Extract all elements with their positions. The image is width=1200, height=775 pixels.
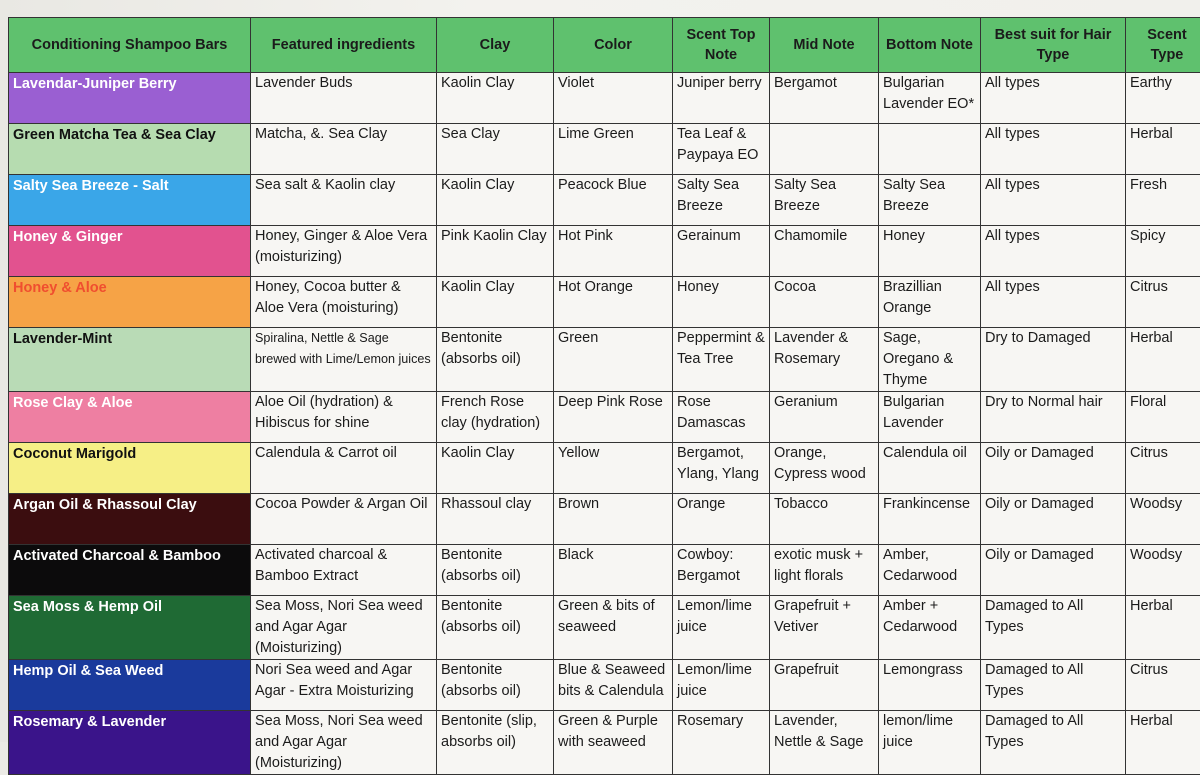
top-note-cell: Orange [673, 494, 770, 545]
scent-type-cell: Citrus [1126, 660, 1200, 711]
header-cell: Best suit for Hair Type [981, 18, 1126, 73]
header-cell: Featured ingredients [251, 18, 437, 73]
table-row [9, 277, 1200, 328]
clay-cell: Sea Clay [437, 124, 554, 175]
bottom-note-cell [879, 124, 981, 175]
hair-type-cell: All types [981, 175, 1126, 226]
hair-type-cell: Damaged to All Types [981, 660, 1126, 711]
scent-type-cell: Woodsy [1126, 545, 1200, 596]
color-cell: Deep Pink Rose [554, 392, 673, 443]
clay-cell: Bentonite (absorbs oil) [437, 596, 554, 660]
mid-note-cell: exotic musk + light florals [770, 545, 879, 596]
scent-type-cell: Citrus [1126, 443, 1200, 494]
table-row [9, 175, 1200, 226]
hair-type-cell: Oily or Damaged [981, 545, 1126, 596]
mid-note-cell: Cocoa [770, 277, 879, 328]
bottom-note-cell: Bulgarian Lavender [879, 392, 981, 443]
table-row [9, 124, 1200, 175]
mid-note-cell: Lavender, Nettle & Sage [770, 711, 879, 775]
header-row [9, 18, 1200, 73]
top-note-cell: Honey [673, 277, 770, 328]
scent-type-cell: Herbal [1126, 124, 1200, 175]
ingredients-cell: Cocoa Powder & Argan Oil [251, 494, 437, 545]
top-note-cell: Cowboy: Bergamot [673, 545, 770, 596]
table-row [9, 392, 1200, 443]
mid-note-cell: Tobacco [770, 494, 879, 545]
hair-type-cell: Damaged to All Types [981, 596, 1126, 660]
top-note-cell: Rose Damascas [673, 392, 770, 443]
scent-type-cell: Floral [1126, 392, 1200, 443]
clay-cell: Kaolin Clay [437, 73, 554, 124]
color-cell: Green [554, 328, 673, 392]
hair-type-cell: Dry to Normal hair [981, 392, 1126, 443]
table-row [9, 226, 1200, 277]
top-note-cell: Lemon/lime juice [673, 660, 770, 711]
top-note-cell: Salty Sea Breeze [673, 175, 770, 226]
mid-note-cell: Orange, Cypress wood [770, 443, 879, 494]
ingredients-cell: Aloe Oil (hydration) & Hibiscus for shine [251, 392, 437, 443]
ingredients-cell: Lavender Buds [251, 73, 437, 124]
ingredients-cell: Activated charcoal & Bamboo Extract [251, 545, 437, 596]
scent-type-cell: Herbal [1126, 596, 1200, 660]
mid-note-cell: Grapefruit + Vetiver [770, 596, 879, 660]
clay-cell: Rhassoul clay [437, 494, 554, 545]
bottom-note-cell: Frankincense [879, 494, 981, 545]
bar-name-cell: Lavendar-Juniper Berry [9, 73, 251, 124]
color-cell: Green & Purple with seaweed [554, 711, 673, 775]
color-cell: Hot Pink [554, 226, 673, 277]
clay-cell: Bentonite (absorbs oil) [437, 328, 554, 392]
clay-cell: Kaolin Clay [437, 175, 554, 226]
clay-cell: French Rose clay (hydration) [437, 392, 554, 443]
bar-name-cell: Lavender-Mint [9, 328, 251, 392]
table-row [9, 73, 1200, 124]
table-body [9, 73, 1200, 775]
bottom-note-cell: Bulgarian Lavender EO* [879, 73, 981, 124]
bottom-note-cell: Amber, Cedarwood [879, 545, 981, 596]
bar-name-cell: Coconut Marigold [9, 443, 251, 494]
table-row [9, 545, 1200, 596]
ingredients-cell: Calendula & Carrot oil [251, 443, 437, 494]
table-row [9, 328, 1200, 392]
mid-note-cell: Chamomile [770, 226, 879, 277]
hair-type-cell: All types [981, 226, 1126, 277]
bottom-note-cell: Sage, Oregano & Thyme [879, 328, 981, 392]
clay-cell: Kaolin Clay [437, 443, 554, 494]
ingredients-cell: Spiralina, Nettle & Sage brewed with Lime/Lemon juices [251, 328, 437, 392]
bottom-note-cell: Honey [879, 226, 981, 277]
bar-name-cell: Salty Sea Breeze - Salt [9, 175, 251, 226]
bottom-note-cell: Salty Sea Breeze [879, 175, 981, 226]
clay-cell: Bentonite (absorbs oil) [437, 545, 554, 596]
header-cell: Scent Top Note [673, 18, 770, 73]
bar-name-cell: Activated Charcoal & Bamboo [9, 545, 251, 596]
hair-type-cell: All types [981, 73, 1126, 124]
clay-cell: Bentonite (slip, absorbs oil) [437, 711, 554, 775]
top-note-cell: Lemon/lime juice [673, 596, 770, 660]
bar-name-cell: Sea Moss & Hemp Oil [9, 596, 251, 660]
scent-type-cell: Woodsy [1126, 494, 1200, 545]
color-cell: Yellow [554, 443, 673, 494]
scent-type-cell: Fresh [1126, 175, 1200, 226]
bar-name-cell: Green Matcha Tea & Sea Clay [9, 124, 251, 175]
bar-name-cell: Hemp Oil & Sea Weed [9, 660, 251, 711]
ingredients-cell: Sea Moss, Nori Sea weed and Agar Agar (Moisturizing) [251, 596, 437, 660]
hair-type-cell: Damaged to All Types [981, 711, 1126, 775]
bar-name-cell: Honey & Ginger [9, 226, 251, 277]
table-row [9, 494, 1200, 545]
scent-type-cell: Herbal [1126, 711, 1200, 775]
top-note-cell: Peppermint & Tea Tree [673, 328, 770, 392]
top-note-cell: Bergamot, Ylang, Ylang [673, 443, 770, 494]
mid-note-cell: Geranium [770, 392, 879, 443]
ingredients-cell: Sea salt & Kaolin clay [251, 175, 437, 226]
bar-name-cell: Argan Oil & Rhassoul Clay [9, 494, 251, 545]
color-cell: Violet [554, 73, 673, 124]
header-cell: Conditioning Shampoo Bars [9, 18, 251, 73]
scent-type-cell: Citrus [1126, 277, 1200, 328]
ingredients-cell: Sea Moss, Nori Sea weed and Agar Agar (Moisturizing) [251, 711, 437, 775]
color-cell: Blue & Seaweed bits & Calendula [554, 660, 673, 711]
top-note-cell: Gerainum [673, 226, 770, 277]
clay-cell: Bentonite (absorbs oil) [437, 660, 554, 711]
mid-note-cell [770, 124, 879, 175]
bar-name-cell: Honey & Aloe [9, 277, 251, 328]
clay-cell: Kaolin Clay [437, 277, 554, 328]
color-cell: Peacock Blue [554, 175, 673, 226]
table-row [9, 596, 1200, 660]
hair-type-cell: Dry to Damaged [981, 328, 1126, 392]
bottom-note-cell: Brazillian Orange [879, 277, 981, 328]
top-note-cell: Rosemary [673, 711, 770, 775]
scent-type-cell: Spicy [1126, 226, 1200, 277]
ingredients-cell: Matcha, &. Sea Clay [251, 124, 437, 175]
bar-name-cell: Rose Clay & Aloe [9, 392, 251, 443]
header-cell: Clay [437, 18, 554, 73]
header-cell: Bottom Note [879, 18, 981, 73]
clay-cell: Pink Kaolin Clay [437, 226, 554, 277]
color-cell: Hot Orange [554, 277, 673, 328]
mid-note-cell: Salty Sea Breeze [770, 175, 879, 226]
table-row [9, 711, 1200, 775]
bottom-note-cell: Lemongrass [879, 660, 981, 711]
shampoo-bars-table [8, 17, 1200, 775]
hair-type-cell: Oily or Damaged [981, 494, 1126, 545]
mid-note-cell: Bergamot [770, 73, 879, 124]
mid-note-cell: Lavender & Rosemary [770, 328, 879, 392]
color-cell: Black [554, 545, 673, 596]
header-cell: Mid Note [770, 18, 879, 73]
scent-type-cell: Herbal [1126, 328, 1200, 392]
bottom-note-cell: lemon/lime juice [879, 711, 981, 775]
hair-type-cell: All types [981, 277, 1126, 328]
top-note-cell: Juniper berry [673, 73, 770, 124]
mid-note-cell: Grapefruit [770, 660, 879, 711]
color-cell: Green & bits of seaweed [554, 596, 673, 660]
header-cell: Color [554, 18, 673, 73]
table-row [9, 443, 1200, 494]
top-note-cell: Tea Leaf & Paypaya EO [673, 124, 770, 175]
table-row [9, 660, 1200, 711]
bottom-note-cell: Amber + Cedarwood [879, 596, 981, 660]
scent-type-cell: Earthy [1126, 73, 1200, 124]
color-cell: Brown [554, 494, 673, 545]
bar-name-cell: Rosemary & Lavender [9, 711, 251, 775]
header-cell: Scent Type [1126, 18, 1200, 73]
ingredients-cell: Honey, Cocoa butter & Aloe Vera (moisturing) [251, 277, 437, 328]
bottom-note-cell: Calendula oil [879, 443, 981, 494]
ingredients-cell: Honey, Ginger & Aloe Vera (moisturizing) [251, 226, 437, 277]
hair-type-cell: All types [981, 124, 1126, 175]
color-cell: Lime Green [554, 124, 673, 175]
ingredients-cell: Nori Sea weed and Agar Agar - Extra Moisturizing [251, 660, 437, 711]
hair-type-cell: Oily or Damaged [981, 443, 1126, 494]
